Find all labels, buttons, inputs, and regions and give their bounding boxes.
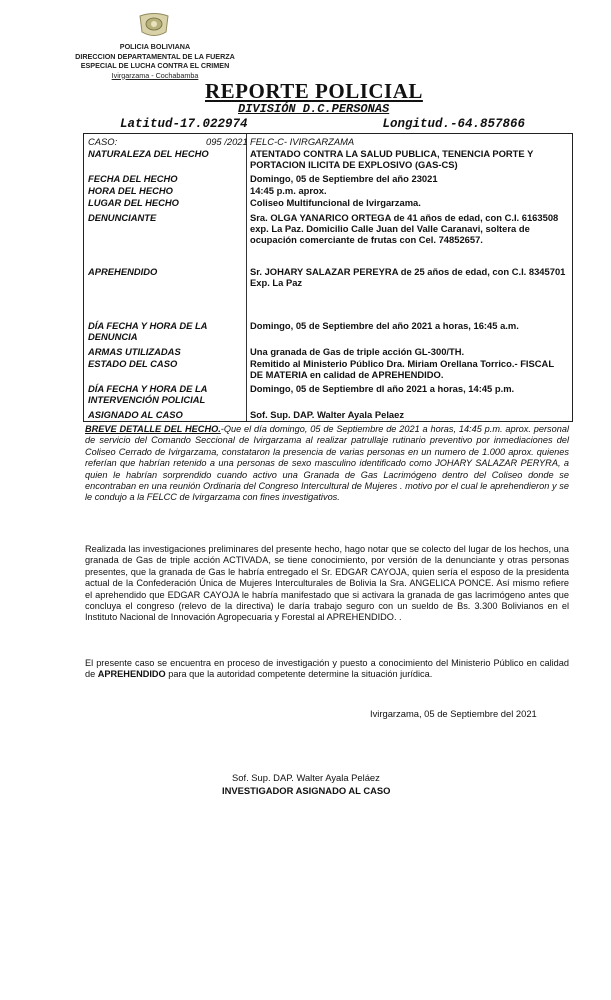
row-key: ESTADO DEL CASO <box>88 358 178 369</box>
row-key: ARMAS UTILIZADAS <box>88 346 181 357</box>
row-key: APREHENDIDO <box>88 266 158 277</box>
case-table <box>83 133 573 422</box>
row-value: FELC-C- IVIRGARZAMA <box>250 136 355 147</box>
division-label: DIVISIÓN D.C.PERSONAS <box>238 102 390 116</box>
row-key: DENUNCIANTE <box>88 212 157 223</box>
report-date: Ivirgarzama, 05 de Septiembre del 2021 <box>370 708 537 719</box>
incident-detail-paragraph <box>85 424 569 504</box>
row-value: Remitido al Ministerio Público Dra. Miriam Orellana Torrico.- FISCAL DE MATERIA en calidad de APREHENDIDO. <box>250 358 554 380</box>
row-value: Domingo, 05 de Septiembre del año 2021 a horas, 16:45 a.m. <box>250 320 519 331</box>
section-heading: BREVE DETALLE DEL HECHO. <box>85 424 221 434</box>
row-key: CASO: 095 /2021 <box>88 136 248 147</box>
row-value: Domingo, 05 de Septiembre del año 23021 <box>250 173 438 184</box>
row-value: 14:45 p.m. aprox. <box>250 185 327 196</box>
row-key: DÍA FECHA Y HORA DE LA DENUNCIA <box>88 320 208 342</box>
row-value: Sr. JOHARY SALAZAR PEREYRA de 25 años de edad, con C.I. 8345701 Exp. La Paz <box>250 266 566 288</box>
case-number: 095 /2021 <box>206 136 248 147</box>
row-value: Una granada de Gas de triple acción GL-300/TH. <box>250 346 465 357</box>
row-key: ASIGNADO AL CASO <box>88 409 183 420</box>
police-emblem-icon <box>137 12 171 38</box>
organization-block <box>60 42 250 80</box>
org-location: Ivirgarzama - Cochabamba <box>111 70 199 80</box>
report-title: REPORTE POLICIAL <box>205 79 423 103</box>
paragraph-text: -Que el día domingo, 05 de Septiembre de 2021 a horas, 14:45 p.m. aprox. personal de servicio del Comando Seccional de Ivirgarzama al realizar patrullaje rutinario preventivo por inmediaciones del Coliseo Cerrado de Ivirgarzama, constataron la presencia de varias personas en un numero de 1.000 aprox. quienes referían que habrían retenido a una personas de sexo masculino identificado como JOHARY SALAZAR PERYRA, a quien le habrían sorprendido cuando activo una Granada de Gas Lacrimógeno dentro del Coliseo donde se encontraban en una reunión Ordinaria del Congreso Intercultural de Mujeres . motivo por el cual le aprehendieron y se le condujo a la FELCC de Ivirgarzama con fines investigativos. <box>85 424 569 503</box>
coordinates-line <box>120 117 525 131</box>
investigation-paragraph: Realizada las investigaciones preliminares del presente hecho, hago notar que se colecto del lugar de los hechos, una granada de Gas de triple acción ACTIVADA, se tiene conocimiento, por versión de la denunciante y otras personas presentes, que la granada de Gas le habría entregado el Sr. EDGAR CAYOJA, quien sería el esposo de la presidenta actual de la Confederación Única de Mujeres Interculturales de Bolivia la Sra. ANGELICA PONCE. Así mismo refiere el aprehendido que EDGAR CAYOJA le habría manifestado que si activara la granada de gas lacrimógeno antes que concluya el congreso (relevo de la directiva) le daría trabajo seguro con un sueldo de Bs. 3.300 Bolivianos en el Instituto Nacional de Innovación Agropecuaria y Forestal al APREHENDIDO. . <box>85 544 569 623</box>
row-key: HORA DEL HECHO <box>88 185 173 196</box>
row-value: Coliseo Multifuncional de Ivirgarzama. <box>250 197 421 208</box>
row-value: Sof. Sup. DAP. Walter Ayala Pelaez <box>250 409 405 420</box>
row-key: LUGAR DEL HECHO <box>88 197 179 208</box>
org-line: POLICIA BOLIVIANA <box>119 42 191 51</box>
status-paragraph: El presente caso se encuentra en proceso de investigación y puesto a conocimiento del Ministerio Público en calidad de APREHENDIDO para que la autoridad competente determine la situación jurídica. <box>85 658 569 680</box>
longitude: Longitud.-64.857866 <box>382 117 525 131</box>
row-value: Sra. OLGA YANARICO ORTEGA de 41 años de edad, con C.I. 6163508 exp. La Paz. Domicilio Calle Juan del Valle Caranavi, soltera de ocupación comerciante de frutas con Cel. 74852657. <box>250 212 559 245</box>
row-key: DÍA FECHA Y HORA DE LA INTERVENCIÓN POLICIAL <box>88 383 208 405</box>
apprehended-emphasis: APREHENDIDO <box>97 669 166 680</box>
signature-role: INVESTIGADOR ASIGNADO AL CASO <box>222 785 391 796</box>
latitude: Latitud-17.022974 <box>120 117 248 131</box>
signature-name: Sof. Sup. DAP. Walter Ayala Peláez <box>232 772 380 783</box>
row-value: ATENTADO CONTRA LA SALUD PUBLICA, TENENCIA PORTE Y PORTACION ILICITA DE EXPLOSIVO (GAS-CS) <box>250 148 534 170</box>
org-line: ESPECIAL DE LUCHA CONTRA EL CRIMEN <box>80 61 230 70</box>
row-key: NATURALEZA DEL HECHO <box>88 148 209 159</box>
row-value: Domingo, 05 de Septiembre dl año 2021 a horas, 14:45 p.m. <box>250 383 515 394</box>
org-line: DIRECCION DEPARTAMENTAL DE LA FUERZA <box>75 51 235 61</box>
row-key: FECHA DEL HECHO <box>88 173 178 184</box>
